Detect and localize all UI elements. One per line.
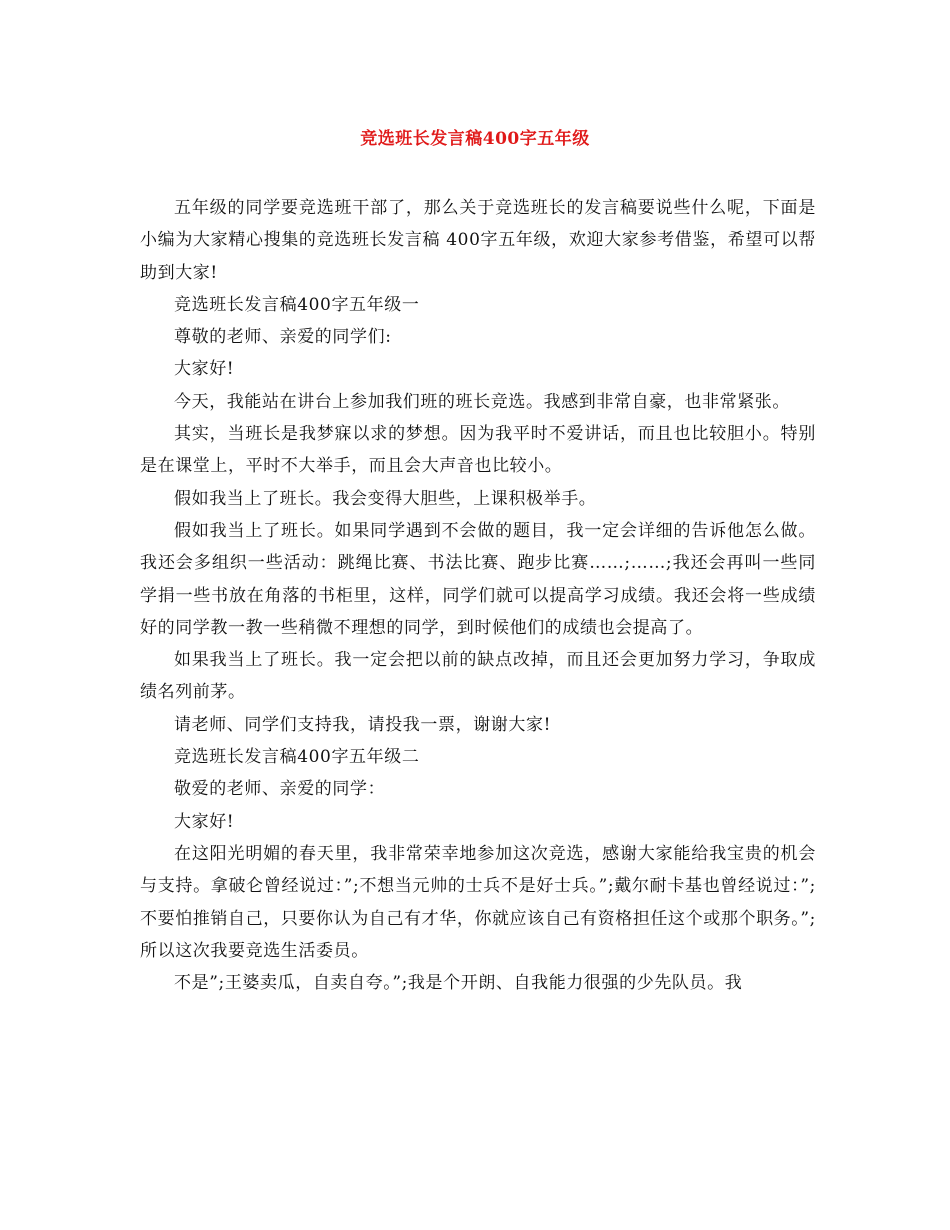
salutation: 尊敬的老师、亲爱的同学们:	[174, 327, 392, 348]
paragraph: 在这阳光明媚的春天里，我非常荣幸地参加这次竞选，感谢大家能给我宝贵的机会与支持。拿破仑曾经说过：”;不想当元帅的士兵不是好士兵。”;戴尔耐卡基也曾经说过：”;不要怕推销自己，只要你认为自己有才华，你就应该自己有资格担任这个或那个职务。”;所以这次我要竞选生活委员。	[140, 843, 816, 961]
paragraph: 假如我当上了班长。如果同学遇到不会做的题目，我一定会详细的告诉他怎么做。我还会多组织一些活动：跳绳比赛、书法比赛、跑步比赛……;……;我还会再叫一些同学捐一些书放在角落的书柜里，这样，同学们就可以提高学习成绩。我还会将一些成绩好的同学教一教一些稍微不理想的同学，到时候他们的成绩也会提高了。	[140, 520, 816, 638]
paragraph: 今天，我能站在讲台上参加我们班的班长竞选。我感到非常自豪，也非常紧张。	[174, 391, 790, 412]
paragraph: 不是”;王婆卖瓜，自卖自夸。”;我是个开朗、自我能力很强的少先队员。我	[174, 973, 743, 994]
document-title: 竞选班长发言稿400字五年级	[360, 129, 590, 149]
section-heading-one: 竞选班长发言稿400字五年级一	[174, 294, 420, 315]
paragraph: 如果我当上了班长。我一定会把以前的缺点改掉，而且还会更加努力学习，争取成绩名列前茅。	[140, 650, 816, 703]
salutation: 敬爱的老师、亲爱的同学：	[174, 779, 386, 800]
paragraph: 请老师、同学们支持我，请投我一票，谢谢大家!	[174, 714, 552, 735]
paragraph: 其实，当班长是我梦寐以求的梦想。因为我平时不爱讲话，而且也比较胆小。特别是在课堂上，平时不大举手，而且会大声音也比较小。	[140, 424, 816, 477]
greeting: 大家好!	[174, 359, 235, 380]
section-heading-two: 竞选班长发言稿400字五年级二	[174, 747, 420, 768]
greeting: 大家好!	[174, 811, 235, 832]
document-body	[140, 192, 816, 999]
paragraph-intro: 五年级的同学要竞选班干部了，那么关于竞选班长的发言稿要说些什么呢，下面是小编为大家精心搜集的竞选班长发言稿 400字五年级，欢迎大家参考借鉴，希望可以帮助到大家!	[140, 198, 816, 283]
paragraph: 假如我当上了班长。我会变得大胆些，上课积极举手。	[174, 488, 597, 509]
